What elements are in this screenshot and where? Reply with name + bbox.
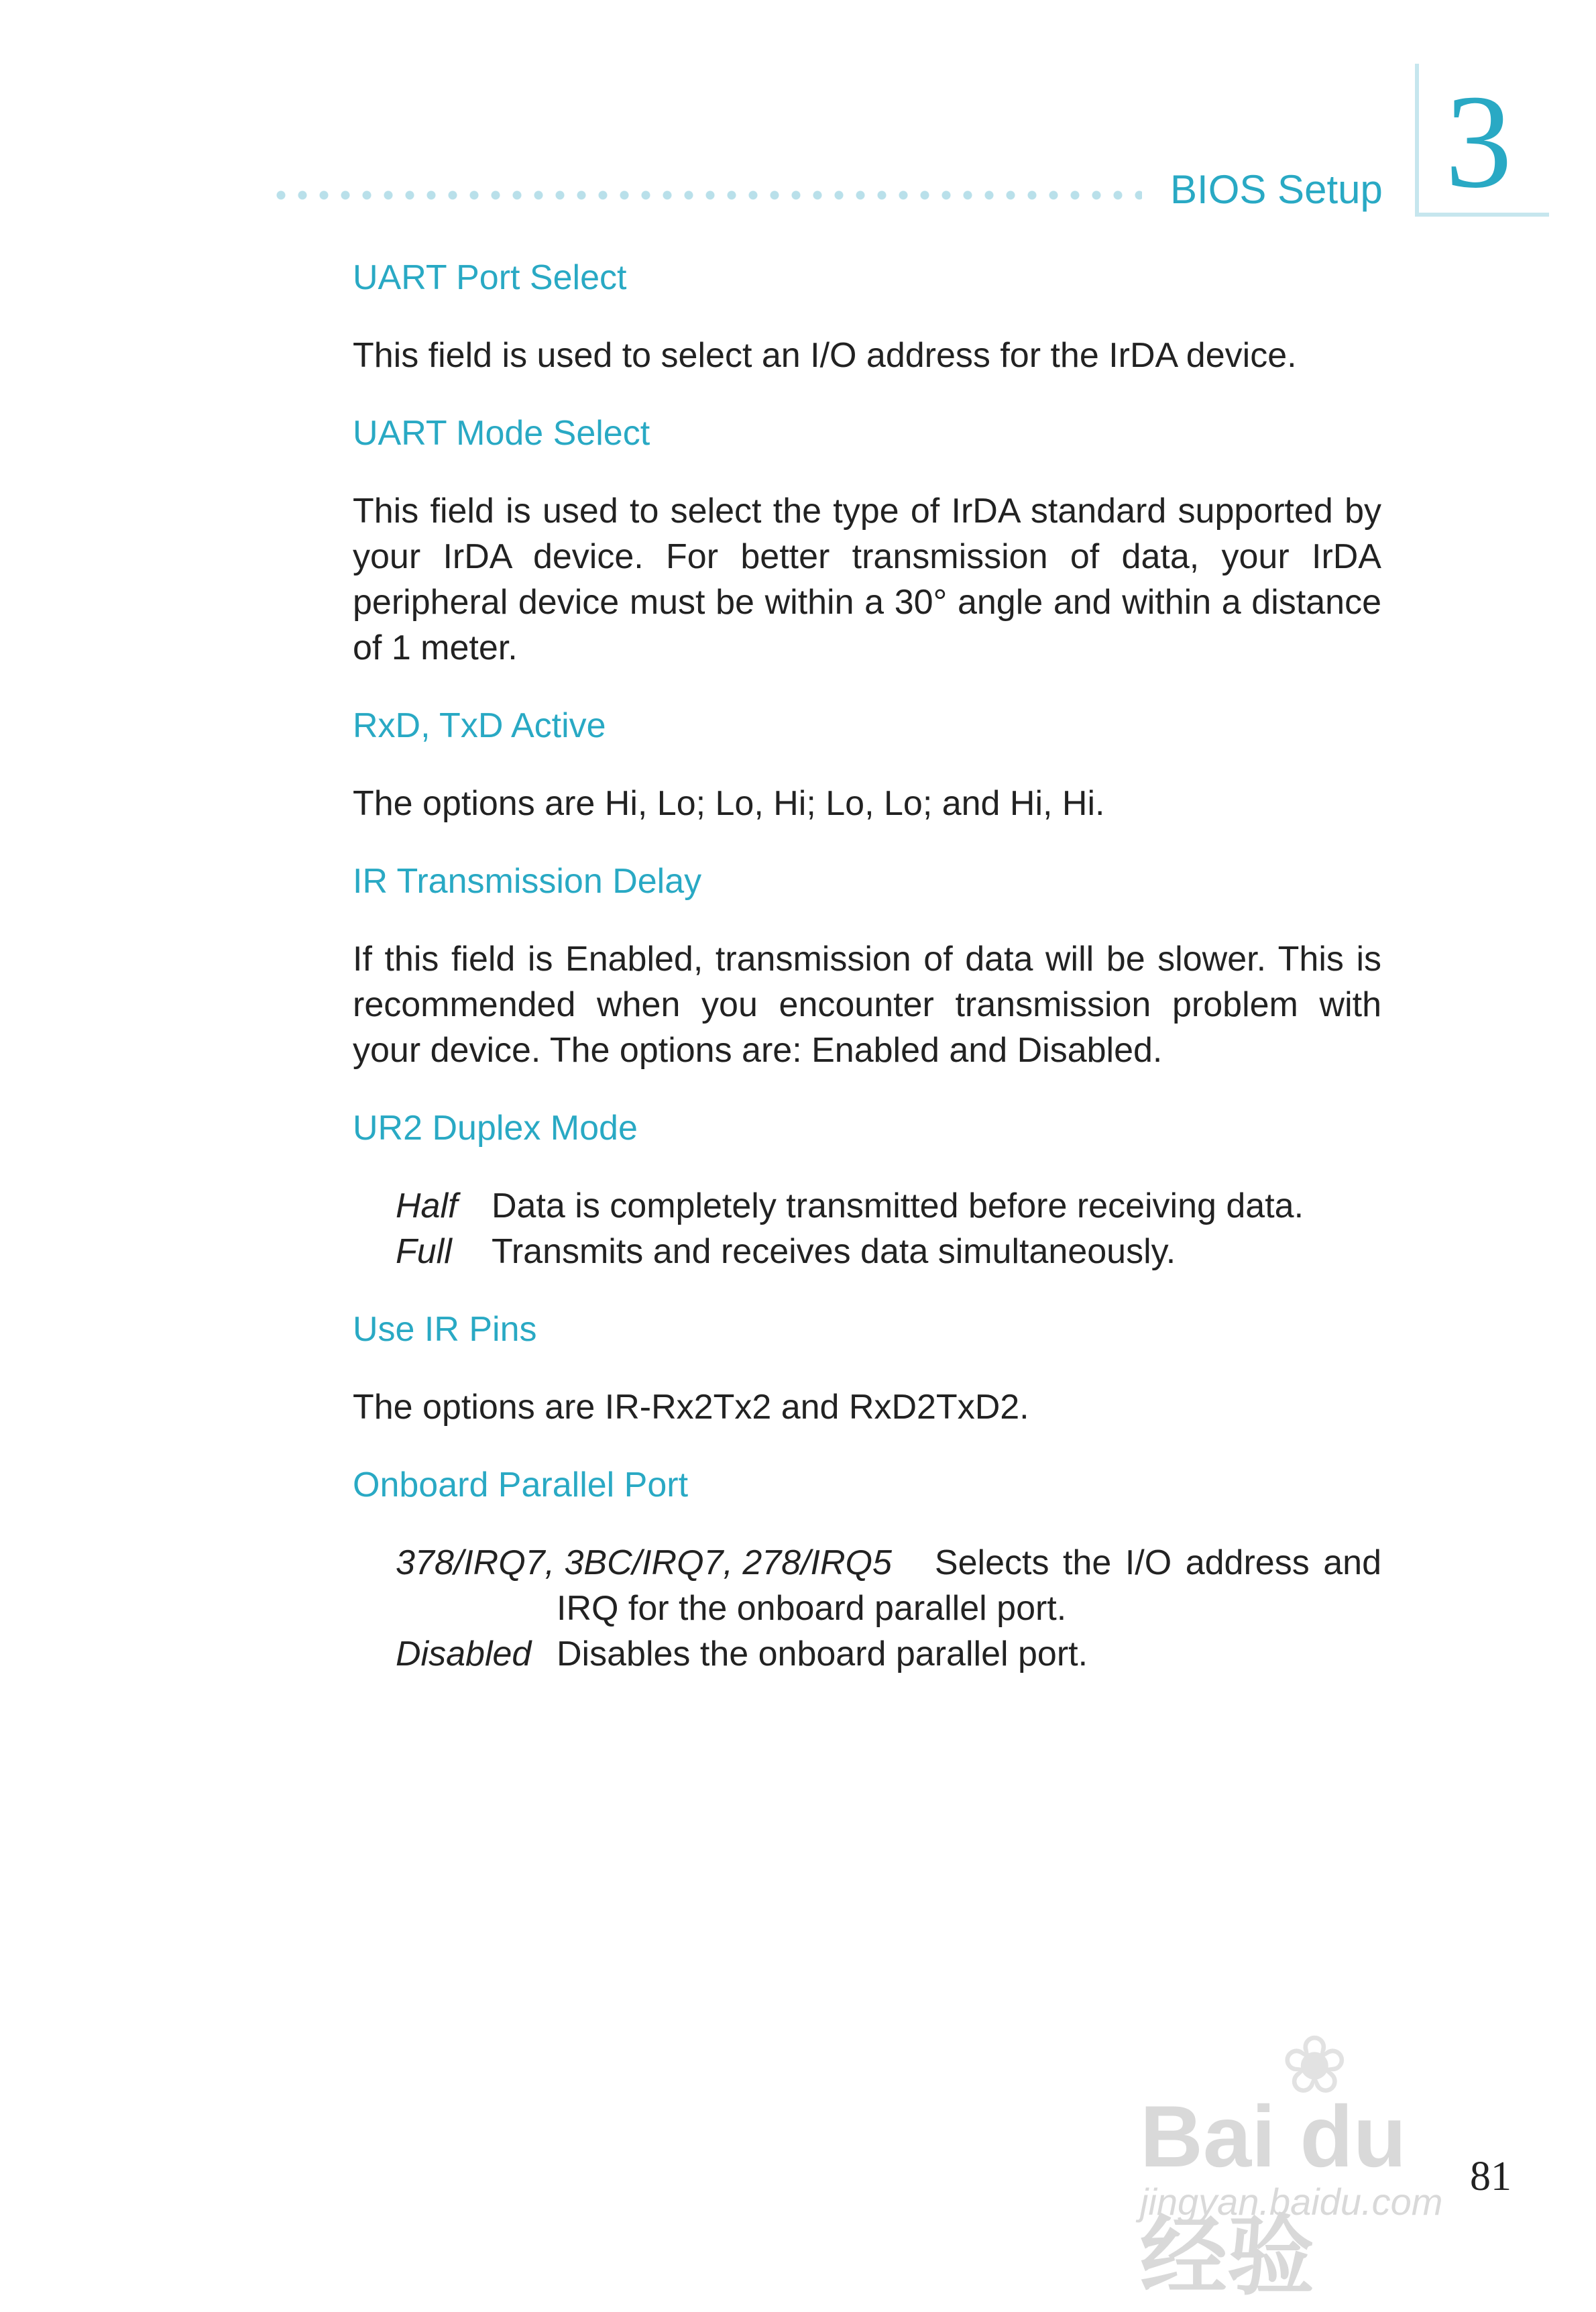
heading-use-ir-pins: Use IR Pins (353, 1310, 537, 1349)
paragraph-rxd-txd-active: The options are Hi, Lo; Lo, Hi; Lo, Lo; and Hi, Hi. (353, 784, 1105, 823)
paw-icon: ❀ (1281, 2020, 1349, 2110)
option-name: Full (396, 1232, 452, 1271)
option-description: Selects the I/O address and (934, 1543, 1381, 1582)
option-row (396, 1229, 1381, 1274)
option-description: Transmits and receives data simultaneously. (492, 1232, 1176, 1271)
heading-ur2-duplex-mode: UR2 Duplex Mode (353, 1109, 638, 1148)
heading-uart-port-select: UART Port Select (353, 258, 627, 297)
heading-uart-mode-select: UART Mode Select (353, 414, 650, 453)
header-dotted-rule (270, 190, 1142, 201)
chapter-number: 3 (1445, 68, 1512, 216)
heading-ir-transmission-delay: IR Transmission Delay (353, 862, 702, 901)
option-name: Half (396, 1187, 458, 1225)
option-description: Data is completely transmitted before receiving data. (492, 1187, 1304, 1225)
option-row (396, 1183, 1381, 1229)
heading-onboard-parallel-port: Onboard Parallel Port (353, 1466, 689, 1504)
option-name: Disabled (396, 1635, 532, 1673)
option-description: Disables the onboard parallel port. (557, 1635, 1088, 1673)
paragraph-uart-port-select: This field is used to select an I/O address for the IrDA device. (353, 336, 1297, 375)
page-content (353, 255, 1381, 1677)
heading-rxd-txd-active: RxD, TxD Active (353, 706, 606, 745)
watermark-logo: Bai du 经验 (1140, 2087, 1407, 2305)
option-row (396, 1540, 1381, 1631)
section-title: BIOS Setup (1170, 167, 1383, 212)
option-name: 378/IRQ7, 3BC/IRQ7, 278/IRQ5 (396, 1543, 892, 1582)
paragraph-ir-transmission-delay: If this field is Enabled, transmission of data will be slower. This is recommended when you encounter transmission problem with your device. The options are: Enabled and Disabled. (353, 940, 1381, 1070)
page-number: 81 (1470, 2154, 1512, 2199)
paragraph-use-ir-pins: The options are IR-Rx2Tx2 and RxD2TxD2. (353, 1388, 1029, 1427)
paragraph-uart-mode-select: This field is used to select the type of IrDA standard supported by your IrDA device. For better transmission of data, your IrDA peripheral device must be within a 30° angle and within a distance of 1 meter. (353, 492, 1381, 667)
baidu-watermark (1140, 2019, 1516, 2305)
watermark-url: jingyan.baidu.com (1140, 2181, 1443, 2223)
option-description-continued: IRQ for the onboard parallel port. (557, 1589, 1067, 1628)
option-list-duplex-mode (396, 1183, 1381, 1274)
option-row (396, 1631, 1381, 1677)
